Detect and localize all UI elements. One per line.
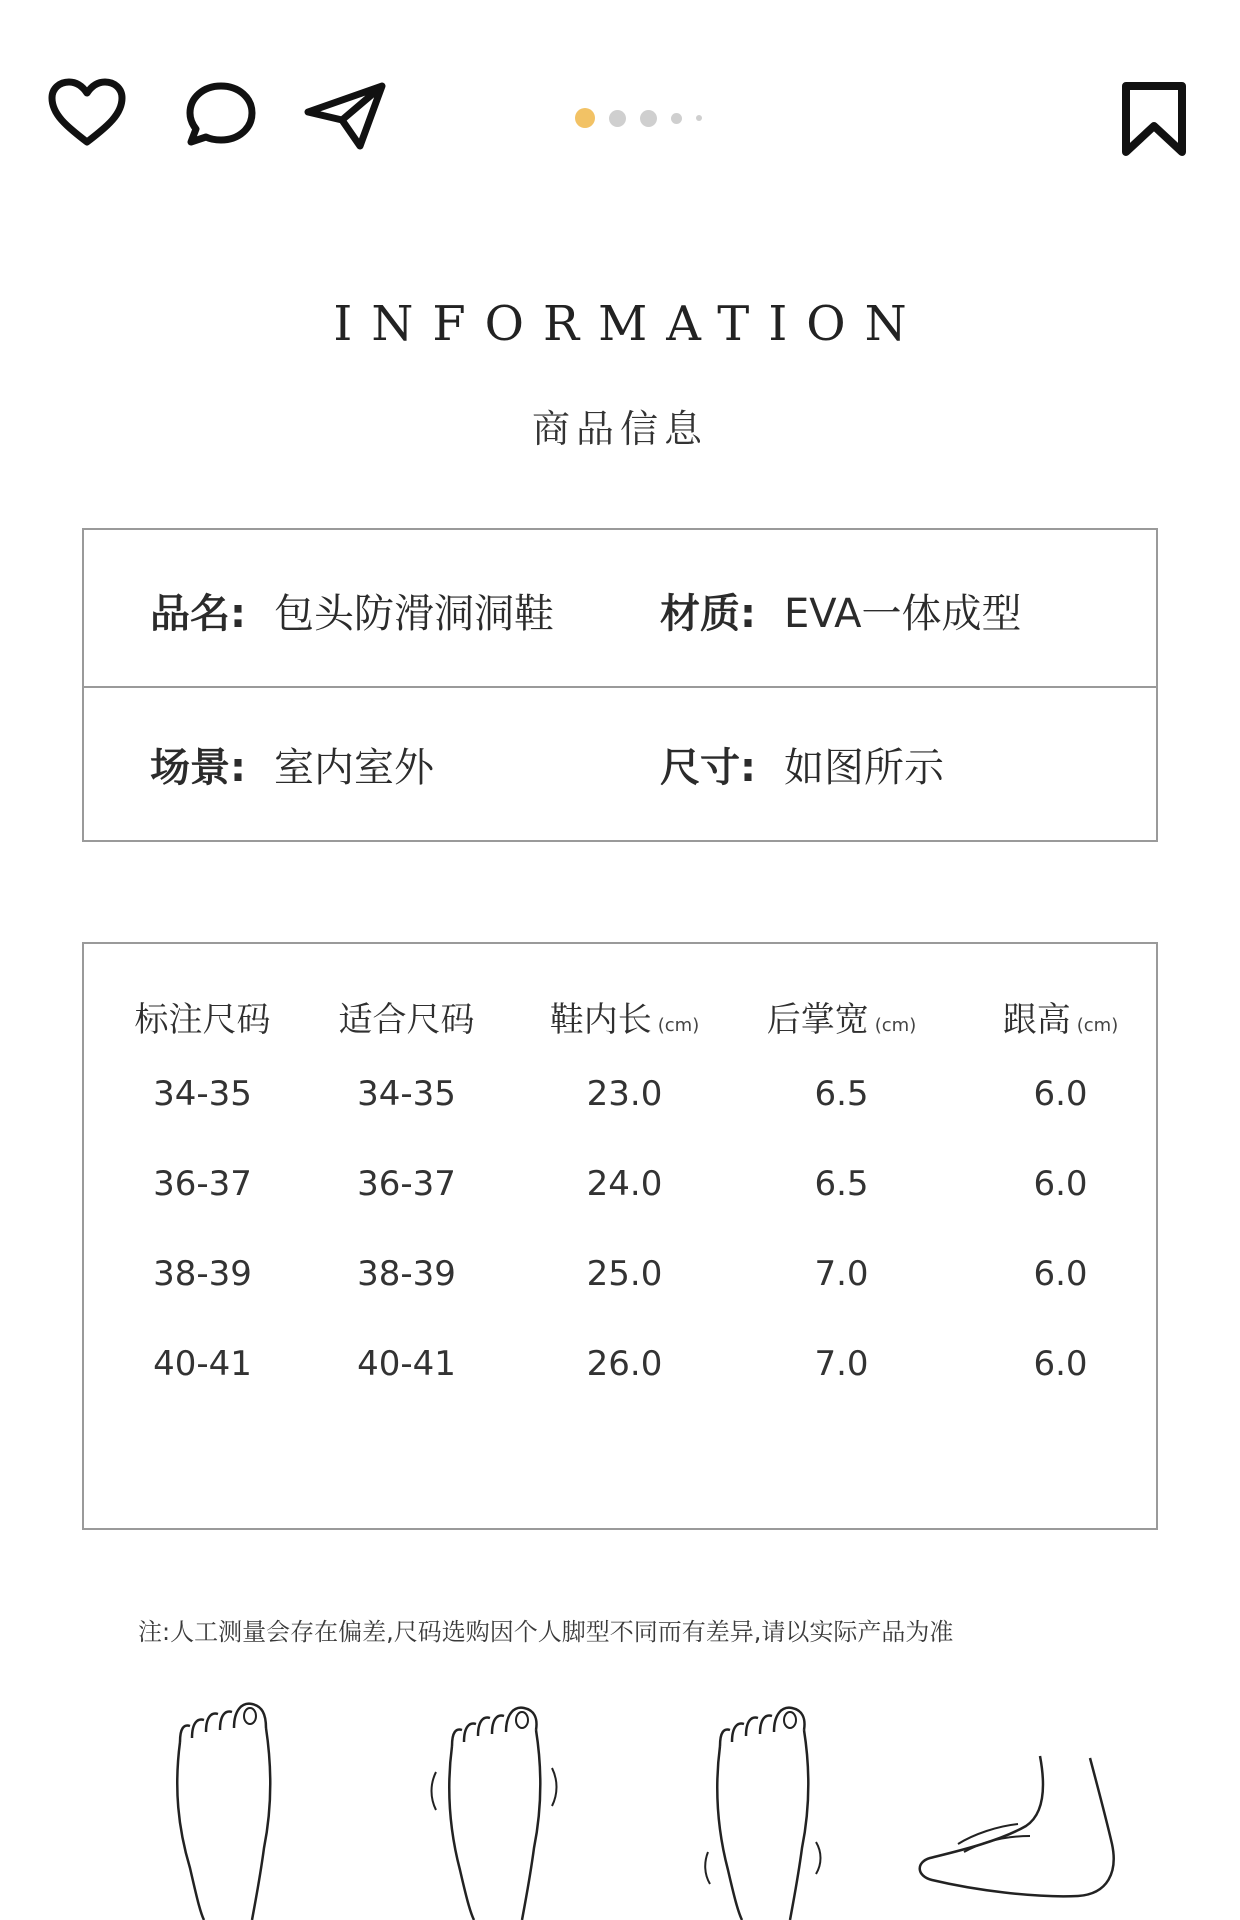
size-cell: 36-37	[153, 1164, 252, 1204]
size-cell: 6.5	[814, 1074, 869, 1114]
foot-side-icon	[914, 1748, 1128, 1914]
comment-icon[interactable]	[182, 78, 260, 150]
size-cell: 40-41	[153, 1344, 252, 1384]
bookmark-icon[interactable]	[1118, 80, 1190, 158]
size-header-4	[953, 992, 1168, 1041]
carousel-dot[interactable]	[671, 113, 682, 124]
product-info-table	[82, 528, 1158, 842]
product-scene	[150, 736, 434, 793]
size-cell: 38-39	[153, 1254, 252, 1294]
product-size	[660, 736, 944, 793]
carousel-indicator	[575, 108, 702, 128]
size-cell: 6.5	[814, 1164, 869, 1204]
size-value: 如图所示	[784, 745, 944, 791]
material-label: 材质:	[660, 591, 756, 637]
size-cell: 38-39	[357, 1254, 456, 1294]
size-cell: 36-37	[357, 1164, 456, 1204]
size-cell: 7.0	[814, 1344, 869, 1384]
size-header-label: 适合尺码	[338, 1000, 475, 1040]
scene-value: 室内室外	[274, 745, 434, 791]
size-cell: 40-41	[357, 1344, 456, 1384]
size-header-unit: (cm)	[657, 1015, 700, 1036]
carousel-dot[interactable]	[640, 110, 657, 127]
size-cell: 34-35	[153, 1074, 252, 1114]
size-header-2	[517, 992, 732, 1041]
size-cell: 7.0	[814, 1254, 869, 1294]
size-cell: 34-35	[357, 1074, 456, 1114]
size-cell: 26.0	[586, 1344, 663, 1384]
material-value: EVA一体成型	[784, 591, 1022, 637]
size-header-label: 跟高	[1002, 1000, 1071, 1040]
size-cell: 25.0	[586, 1254, 663, 1294]
page-subtitle: 商品信息	[531, 407, 708, 451]
size-cell: 6.0	[1033, 1254, 1088, 1294]
size-header-unit: (cm)	[874, 1015, 917, 1036]
size-cell: 6.0	[1033, 1164, 1088, 1204]
page-title: INFORMATION	[333, 296, 926, 352]
info-row	[84, 530, 1156, 688]
foot-length-icon	[160, 1698, 290, 1920]
size-header-3	[734, 992, 949, 1041]
heel-width-icon	[698, 1702, 828, 1920]
carousel-dot[interactable]	[696, 115, 702, 121]
size-cell: 6.0	[1033, 1344, 1088, 1384]
measurement-note: 注:人工测量会存在偏差,尺码选购因个人脚型不同而有差异,请以实际产品为准	[138, 1618, 954, 1646]
post-action-bar	[0, 0, 1240, 230]
size-label: 尺寸:	[660, 745, 756, 791]
product-material	[660, 582, 1021, 639]
size-header-1	[299, 992, 514, 1041]
size-cell: 24.0	[586, 1164, 663, 1204]
size-header-label: 标注尺码	[134, 1000, 271, 1040]
size-header-0	[95, 992, 310, 1041]
size-cell: 6.0	[1033, 1074, 1088, 1114]
foot-measurement-illustrations	[0, 1690, 1240, 1920]
size-header-unit: (cm)	[1076, 1015, 1119, 1036]
product-name	[150, 582, 554, 639]
size-chart-table	[82, 942, 1158, 1530]
product-name-value: 包头防滑洞洞鞋	[274, 591, 554, 637]
carousel-dot-active[interactable]	[575, 108, 595, 128]
size-cell: 23.0	[586, 1074, 663, 1114]
send-icon[interactable]	[302, 78, 388, 152]
heart-icon[interactable]	[46, 76, 128, 148]
size-header-label: 后掌宽	[766, 1000, 869, 1040]
info-row	[84, 686, 1156, 842]
scene-label: 场景:	[150, 745, 246, 791]
size-header-label: 鞋内长	[549, 1000, 652, 1040]
carousel-dot[interactable]	[609, 110, 626, 127]
product-name-label: 品名:	[150, 591, 246, 637]
foot-width-icon	[426, 1702, 562, 1920]
